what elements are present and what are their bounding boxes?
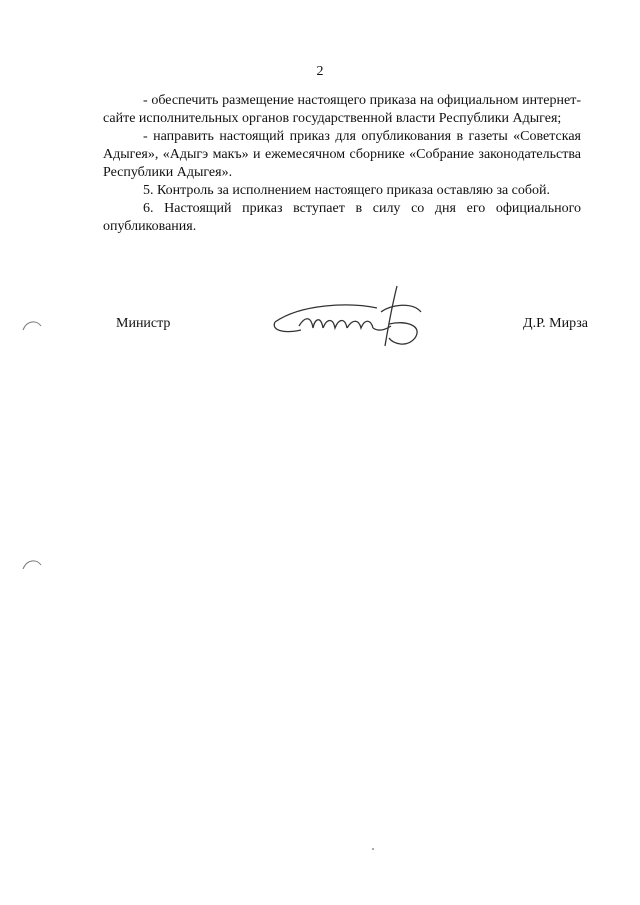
signature-block: [103, 282, 588, 352]
signer-name: Д.Р. Мирза: [523, 316, 588, 331]
scan-artifact: [372, 848, 374, 850]
signer-role: Министр: [116, 316, 171, 331]
page-number: 2: [316, 64, 324, 79]
document-body: [103, 92, 581, 236]
signature-icon: [261, 282, 441, 352]
paragraph-publish-newspapers: - направить настоящий приказ для опубликования в газеты «Советская Адыгея», «Адыгэ макъ» и ежемесячном сборнике «Собрание законодательства Республики Адыгея».: [103, 129, 581, 180]
punch-mark-icon: [21, 557, 43, 571]
paragraph-effective-date: 6. Настоящий приказ вступает в силу со дня его официального опубликования.: [103, 201, 581, 234]
paragraph-control: 5. Контроль за исполнением настоящего приказа оставляю за собой.: [143, 183, 551, 198]
punch-mark-icon: [21, 318, 43, 332]
paragraph-publish-website: - обеспечить размещение настоящего приказа на официальном интернет-сайте исполнительных органов государственной власти Республики Адыгея;: [103, 93, 581, 126]
